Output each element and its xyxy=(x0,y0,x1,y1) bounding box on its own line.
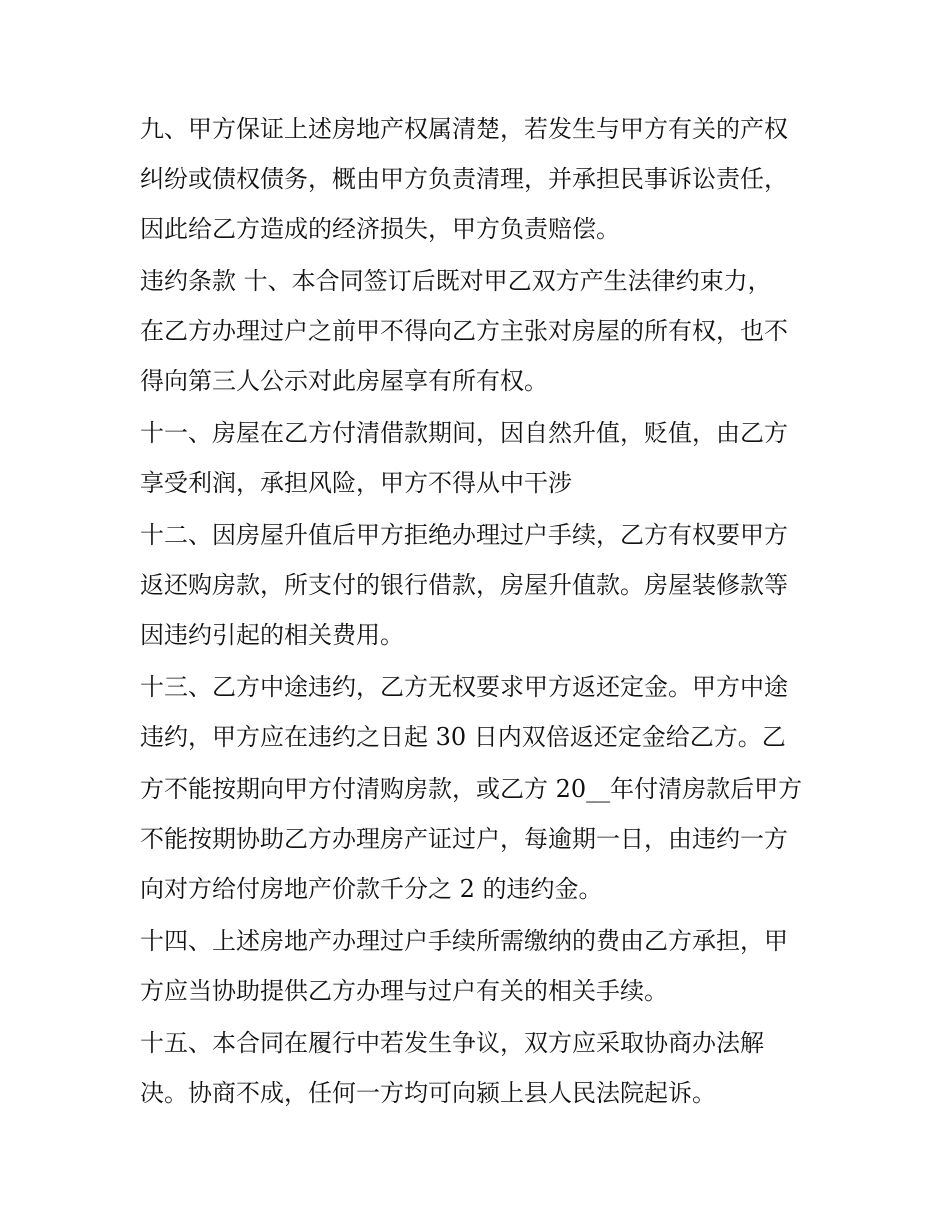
text-line: 纠纷或债权债务，概由甲方负责清理，并承担民事诉讼责任， xyxy=(140,165,788,193)
text-line: 十四、上述房地产办理过户手续所需缴纳的费由乙方承担，甲 xyxy=(140,927,788,955)
text-line: 因违约引起的相关费用。 xyxy=(140,621,404,649)
text-line: 得向第三人公示对此房屋享有所有权。 xyxy=(140,367,548,395)
text-line: 十五、本合同在履行中若发生争议，双方应采取协商办法解 xyxy=(140,1029,764,1057)
text-line: 十二、因房屋升值后甲方拒绝办理过户手续，乙方有权要甲方 xyxy=(140,521,788,549)
text-line: 在乙方办理过户之前甲不得向乙方主张对房屋的所有权，也不 xyxy=(140,317,788,345)
text-line: 十一、房屋在乙方付清借款期间，因自然升值，贬值，由乙方 xyxy=(140,419,788,447)
text-line: 决。协商不成，任何一方均可向颍上县人民法院起诉。 xyxy=(140,1079,716,1107)
text-line: 九、甲方保证上述房地产权属清楚，若发生与甲方有关的产权 xyxy=(140,115,788,143)
text-line: 返还购房款，所支付的银行借款，房屋升值款。房屋装修款等 xyxy=(140,571,788,599)
text-line: 违约，甲方应在违约之日起 30 日内双倍返还定金给乙方。乙 xyxy=(140,723,786,751)
text-line: 不能按期协助乙方办理房产证过户，每逾期一日，由违约一方 xyxy=(140,825,788,853)
text-line: 因此给乙方造成的经济损失，甲方负责赔偿。 xyxy=(140,215,620,243)
text-line: 方不能按期向甲方付清购房款，或乙方 20__年付清房款后甲方 xyxy=(140,775,803,803)
text-line: 方应当协助提供乙方办理与过户有关的相关手续。 xyxy=(140,977,668,1005)
text-line: 十三、乙方中途违约，乙方无权要求甲方返还定金。甲方中途 xyxy=(140,673,788,701)
text-line: 违约条款 十、本合同签订后既对甲乙双方产生法律约束力， xyxy=(140,267,772,295)
text-line: 享受利润，承担风险，甲方不得从中干涉 xyxy=(140,469,572,497)
text-line: 向对方给付房地产价款千分之 2 的违约金。 xyxy=(140,875,603,903)
